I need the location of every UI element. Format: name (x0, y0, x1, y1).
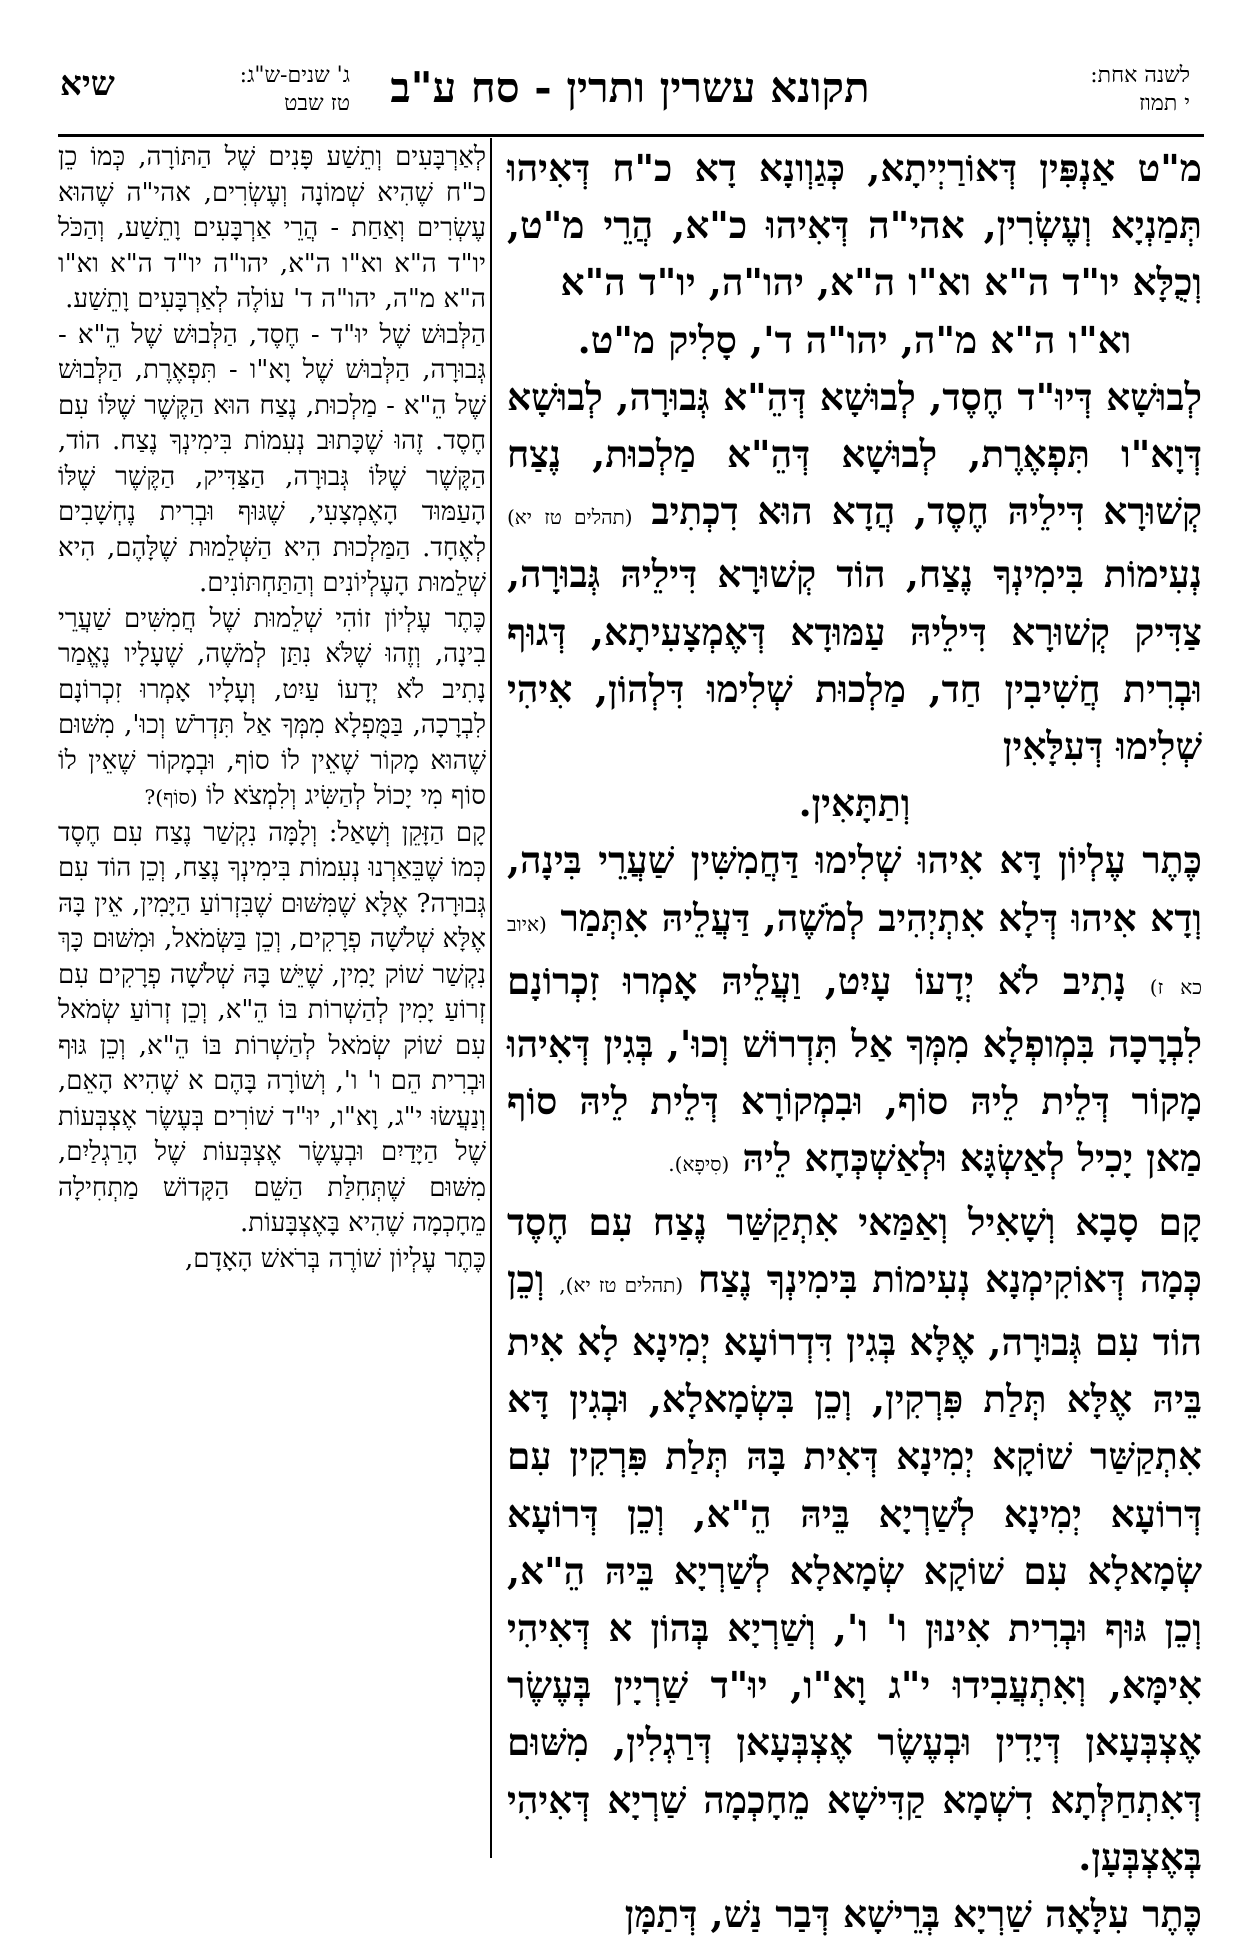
source-reference: (איוב כא ז) (507, 911, 1203, 999)
source-reference: (תהלים טז יא) (507, 505, 633, 530)
page-title: תקונא עשרין ותרין - סח ע"ב (390, 63, 870, 112)
source-reference: (תהלים טז יא), (559, 1272, 684, 1297)
commentary-paragraph: כֶּתֶר עֶלְיוֹן זוֹהִי שְׁלֵמוּת שֶׁל חֲמִשִּׁים שַׁעֲרֵי בִינָה, וְזֶהוּ שֶׁלֹּא נִתַּן לְמֹשֶׁה, שֶׁעָלָיו נֶאֱמַר נָתִיב לֹא יְדָעוֹ עַיִט, וְעָלָיו אָמְרוּ זִכְרוֹנָם לִבְרָכָה, בַּמֻּפְלָא מִמְּךָ אַל תִּדְרֹשׁ וְכוּ', מִשּׁוּם שֶׁהוּא מָקוֹר שֶׁאֵין לוֹ סוֹף, וּבְמָקוֹר שֶׁאֵין לוֹ סוֹף מִי יָכוֹל לְהַשִּׂיג וְלִמְצֹא לוֹ (סוֹף)? (58, 603, 486, 811)
three-year-cycle-label: ג' שנים-ש"ג: (239, 63, 350, 88)
yearly-cycle-label: לשנה אחת: (1090, 63, 1190, 88)
yearly-cycle-date: י תמוז (1139, 91, 1190, 116)
main-paragraph: וא"ו ה"א מ"ה, יהו"ה ד', סָלִיק מ"ט. (577, 317, 1132, 362)
commentary-column (58, 140, 486, 1860)
main-paragraph: וְתַתָּאִין. (798, 781, 911, 826)
column-divider (490, 138, 492, 1858)
main-paragraph: כֶּתֶר עִלָּאָה שַׁרְיָא בְּרֵישָׁא דְּבַר נַשׁ, דְּתַמָּן (624, 1892, 1202, 1937)
commentary-paragraph: כֶּתֶר עֶלְיוֹן שׁוֹרֶה בְּרֹאשׁ הָאָדָם, (184, 1243, 486, 1274)
header-divider (58, 134, 1204, 137)
three-year-cycle-date: טז שבט (284, 91, 350, 116)
main-paragraph: לְבוּשָׁא דְּיוּ"ד חֶסֶד, לְבוּשָׁא דְּהֵ"א גְּבוּרָה, לְבוּשָׁא דְּוָא"ו תִּפְאֶרֶת, לְבוּשָׁא דְּהֵ"א מַלְכוּת, נֶצַח קְשׁוּרָא דִּילֵיהּ חֶסֶד, הֲדָא הוּא דִכְתִיב (תהלים טז יא) נְעִימוֹת בִּימִינְךָ נֶצַח, הוֹד קְשׁוּרָא דִּילֵיהּ גְּבוּרָה, צַדִּיק קְשׁוּרָא דִּילֵיהּ עַמּוּדָא דְּאֶמְצָעִיתָא, דְּגוּף וּבְרִית חֲשִׁיבִין חַד, מַלְכוּת שְׁלִימוּ דִּלְהוֹן, אִיהִי שְׁלִימוּ דְּעִלָּאִין (507, 374, 1203, 769)
commentary-paragraph: הַלְּבוּשׁ שֶׁל יוּ"ד - חֶסֶד, הַלְּבוּשׁ שֶׁל הֵ"א - גְּבוּרָה, הַלְּבוּשׁ שֶׁל וָא"ו - תִּפְאֶרֶת, הַלְּבוּשׁ שֶׁל הֵ"א - מַלְכוּת, נֶצַח הוּא הַקֶּשֶׁר שֶׁלּוֹ עִם חֶסֶד. זֶהוּ שֶׁכָּתוּב נְעִמוֹת בִּימִינְךָ נֶצַח. הוֹד, הַקֶּשֶׁר שֶׁלּוֹ גְּבוּרָה, הַצַּדִּיק, הַקֶּשֶׁר שֶׁלּוֹ הָעַמּוּד הָאֶמְצָעִי, שֶׁגּוּף וּבְרִית נֶחְשָׁבִים לְאֶחָד. הַמַּלְכוּת הִיא הַשְּׁלֵמוּת שֶׁלָּהֶם, הִיא שְׁלֵמוּת הָעֶלְיוֹנִים וְהַתַּחְתּוֹנִים. (58, 319, 486, 598)
commentary-paragraph: לְאַרְבָּעִים וְתֵשַׁע פָּנִים שֶׁל הַתּוֹרָה, כְּמוֹ כֵן כ"ח שֶׁהִיא שְׁמוֹנָה וְעֶשְׂרִים, אהי"ה שֶׁהוּא עֶשְׂרִים וְאַחַת - הֲרֵי אַרְבָּעִים וָתֵשַׁע, וְהַכֹּל יו"ד ה"א וא"ו ה"א, יהו"ה יו"ד ה"א וא"ו ה"א מ"ה, יהו"ה ד' עוֹלֶה לְאַרְבָּעִים וָתֵשַׁע. (58, 142, 486, 314)
source-reference: (סוֹף)? (144, 785, 198, 809)
source-reference: (סִיפָא). (668, 1152, 730, 1177)
header-yearly-cycle (930, 62, 1190, 136)
main-paragraph: כֶּתֶר עֶלְיוֹן דָּא אִיהוּ שְׁלִימוּ דַּחֲמִשִּׁין שַׁעֲרֵי בִּינָה, וְדָא אִיהוּ דְּלָא אִתְיְהִיב לְמֹשֶׁה, דַּעֲלֵיהּ אִתְּמַר (איוב כא ז) נָתִיב לֹא יְדָעוֹ עָיִט, וַעֲלֵיהּ אָמְרוּ זִכְרוֹנָם לִבְרָכָה בִּמְופְלָא מִמְּךָ אַל תִּדְרוֹשׁ וְכוּ', בְּגִין דְּאִיהוּ מָקוֹר דְּלֵית לֵיהּ סוֹף, וּבִמְקוֹרָא דְּלֵית לֵיהּ סוֹף מַאן יָכִיל לְאַשְׂגָּא וּלְאַשְׁכְּחָא לֵיהּ (סִיפָא). (507, 838, 1203, 1181)
main-text-column (507, 140, 1203, 1937)
header-three-year-cycle (150, 62, 350, 136)
main-paragraph: קָם סָבָא וְשָׁאִיל וְאַמַּאי אִתְקַשַּׁר נֶצַח עִם חֶסֶד כְּמָה דְּאוֹקִימְנָא נְעִימוֹת בִּימִינְךָ נֶצַח (תהלים טז יא), וְכֵן הוֹד עִם גְּבוּרָה, אֶלָּא בְּגִין דִּדְרוֹעָא יְמִינָא לָא אִית בֵּיהּ אֶלָּא תְּלַת פִּרְקִין, וְכֵן בִּשְׂמָאלָא, וּבְגִין דָּא אִתְקַשַּׁר שׁוֹקָא יְמִינָא דְּאִית בָּהּ תְּלַת פִּרְקִין עִם דְּרוֹעָא יְמִינָא לְשַׁרְיָא בֵּיהּ הֵ"א, וְכֵן דְּרוֹעָא שְׂמָאלָא עִם שׁוֹקָא שְׂמָאלָא לְשַׁרְיָא בֵּיהּ הֵ"א, וְכֵן גּוּף וּבְרִית אִינוּן ו' ו', וְשַׁרְיָא בְּהוֹן א דְּאִיהִי אִימָּא, וְאִתְעֲבִידוּ י"ג וָא"ו, יוּ"ד שַׁרְיָין בְּעֶשֶׂר אֶצְבְּעָאן דְּיָדִין וּבְעֶשֶׂר אֶצְבְּעָאן דְּרַגְלִין, מִשּׁוּם דְּאִתְחַלְּתָא דִשְׁמָא קַדִּישָׁא מֵחָכְמָה שַׁרְיָא דְּאִיהִי בְּאֶצְבְּעָן. (507, 1199, 1202, 1879)
commentary-paragraph: קָם הַזָּקֵן וְשָׁאַל: וְלָמָּה נִקְשַׁר נֶצַח עִם חֶסֶד כְּמוֹ שֶׁבֵּאַרְנוּ נְעִמוֹת בִּימִינְךָ נֶצַח, וְכֵן הוֹד עִם גְּבוּרָה? אֶלָּא שֶׁמִּשּׁוּם שֶׁבִּזְרוֹעַ הַיָּמִין, אֵין בָּהּ אֶלָּא שְׁלֹשָׁה פְרָקִים, וְכֵן בַּשְּׂמֹאל, וּמִשּׁוּם כָּךְ נִקְשַׁר שׁוֹק יָמִין, שֶׁיֵּשׁ בָּהּ שְׁלֹשָׁה פְרָקִים עִם זְרוֹעַ יָמִין לְהַשְׁרוֹת בּוֹ הֵ"א, וְכֵן זְרוֹעַ שְׂמֹאל עִם שׁוֹק שְׂמֹאל לְהַשְׁרוֹת בּוֹ הֵ"א, וְכֵן גּוּף וּבְרִית הֵם ו' ו', וְשׁוֹרָה בָּהֶם א שֶׁהִיא הָאֵם, וְנַעֲשׂוּ י"ג, וָא"ו, יוּ"ד שׁוֹרִים בְּעֶשֶׂר אֶצְבְּעוֹת שֶׁל הַיָּדַיִם וּבְעֶשֶׂר אֶצְבְּעוֹת שֶׁל הָרַגְלַיִם, מִשּׁוּם שֶׁתְּחִלַּת הַשֵּׁם הַקָּדוֹשׁ מַתְחִילָה מֵחָכְמָה שֶׁהִיא בָּאֶצְבָּעוֹת. (58, 817, 486, 1238)
main-paragraph: מ"ט אַנְפִּין דְּאוֹרַיְיתָא, כְּגַוְונָא דָא כ"ח דְּאִיהוּ תְּמַנְיָא וְעֶשְׂרִין, אהי"ה דְּאִיהוּ כ"א, הֲרֵי מ"ט, וְכֻלָּא יו"ד ה"א וא"ו ה"א, יהו"ה, יו"ד ה"א (507, 146, 1202, 305)
page-number: שיא (60, 64, 115, 104)
